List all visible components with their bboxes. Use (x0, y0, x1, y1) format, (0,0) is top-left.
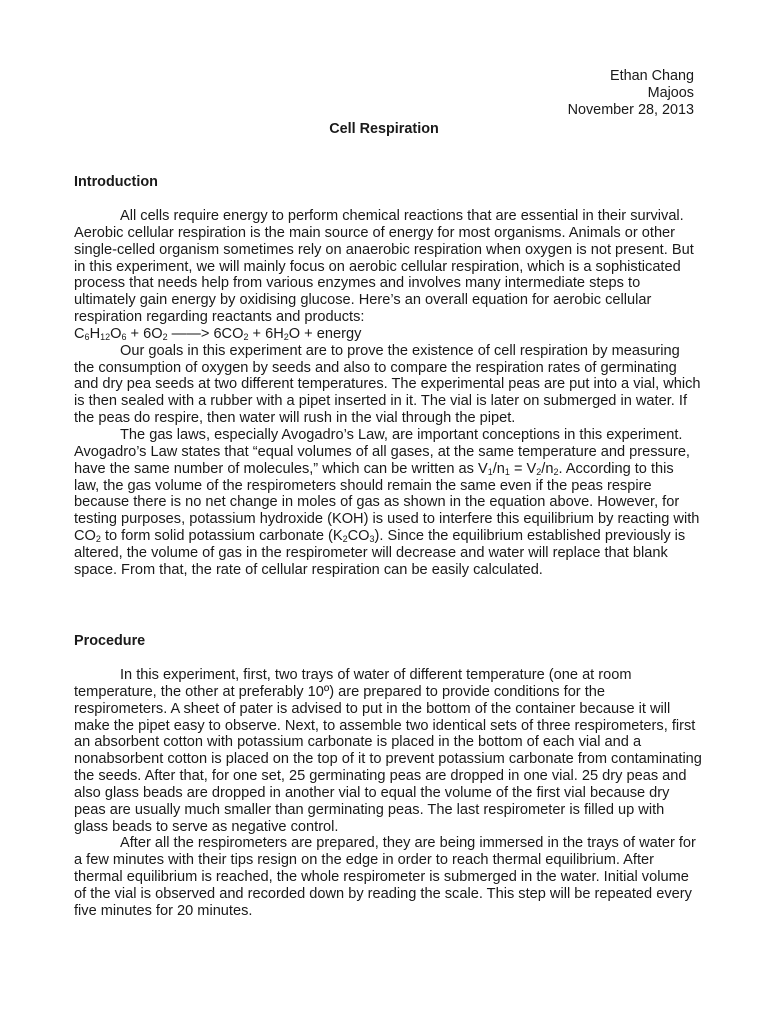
procedure-paragraph-1: In this experiment, first, two trays of water of different temperature (one at room temperature, the other at preferably 10º) are prepared to provide conditions for the respirometers. A sheet of pater is advised to put in the bottom of the container because it will make the pipet easy to observe. Next, to assemble two identical sets of three respirometers, first an absorbent cotton with potassium carbonate is placed in the bottom of each vial and a nonabsorbent cotton is placed on the top of it to prevent potassium carbonate from contaminating the seeds. After that, for one set, 25 germinating peas are dropped in one vial. 25 dry peas and also glass beads are dropped in another vial to equal the volume of the first vial because dry peas are usually much smaller than germinating peas. The last respirometer is filled up with glass beads to serve as negative control. (74, 667, 702, 835)
teacher-name: Majoos (647, 84, 694, 101)
procedure-body (74, 667, 702, 920)
introduction-paragraph-3: The gas laws, especially Avogadro’s Law, are important conceptions in this experiment. Avogadro’s Law states that “equal volumes of all gases, at the same temperature and pressure, have the same number of molecules,” which can be written as $V_1/n_1 = V_2/n_2$. According to this law, the gas volume of the respirometers should remain the same even if the peas respire because there is no net change in moles of gas as shown in the equation above. However, for testing purposes, potassium hydroxide (KOH) is used to interfere this equilibrium by reacting with $CO_2$ to form solid potassium carbonate $(K_2CO_3)$. Since the equilibrium established previously is altered, the volume of gas in the respirometer will decrease and water will replace that blank space. From that, the rate of cellular respiration can be easily calculated. (74, 426, 700, 578)
document-title: Cell Respiration (329, 121, 439, 137)
procedure-paragraph-2: After all the respirometers are prepared, they are being immersed in the trays of water for a few minutes with their tips resign on the edge in order to reach thermal equilibrium. After thermal equilibrium is reached, the whole respirometer is submerged in the water. Initial volume of the vial is observed and recorded down by reading the scale. This step will be repeated every five minutes for 20 minutes. (74, 835, 696, 919)
introduction-paragraph-2: Our goals in this experiment are to prove the existence of cell respiration by measuring the consumption of oxygen by seeds and also to compare the respiration rates of germinating and dry pea seeds at two different temperatures. The experimental peas are put into a vial, which is then sealed with a rubber with a pipet inserted in it. The vial is later on submerged in water. If the peas do respire, then water will rush in the vial through the pipet. (74, 342, 701, 427)
author-name: Ethan Chang (609, 68, 694, 84)
introduction-heading: Introduction (74, 174, 158, 190)
introduction-body (74, 208, 702, 579)
document-date: November 28, 2013 (567, 101, 694, 118)
introduction-paragraph-1: All cells require energy to perform chemical reactions that are essential in their survival. Aerobic cellular respiration is the main source of energy for most organisms. Animals or other single-celled organism sometimes rely on anaerobic respiration when oxygen is not present. But in this experiment, we will mainly focus on aerobic cellular respiration, which is a sophisticated process that needs help from various enzymes and involves many intermediate steps to ultimately gain energy by oxidising glucose. Here’s an overall equation for aerobic cellular respiration regarding reactants and products: (74, 208, 694, 326)
respiration-equation: $C_6H_{12}O_6 + 6O_2$ ——> $6CO_2 + 6H_2O$ + energy (74, 325, 362, 342)
document-header (568, 68, 694, 118)
procedure-heading: Procedure (74, 633, 146, 649)
